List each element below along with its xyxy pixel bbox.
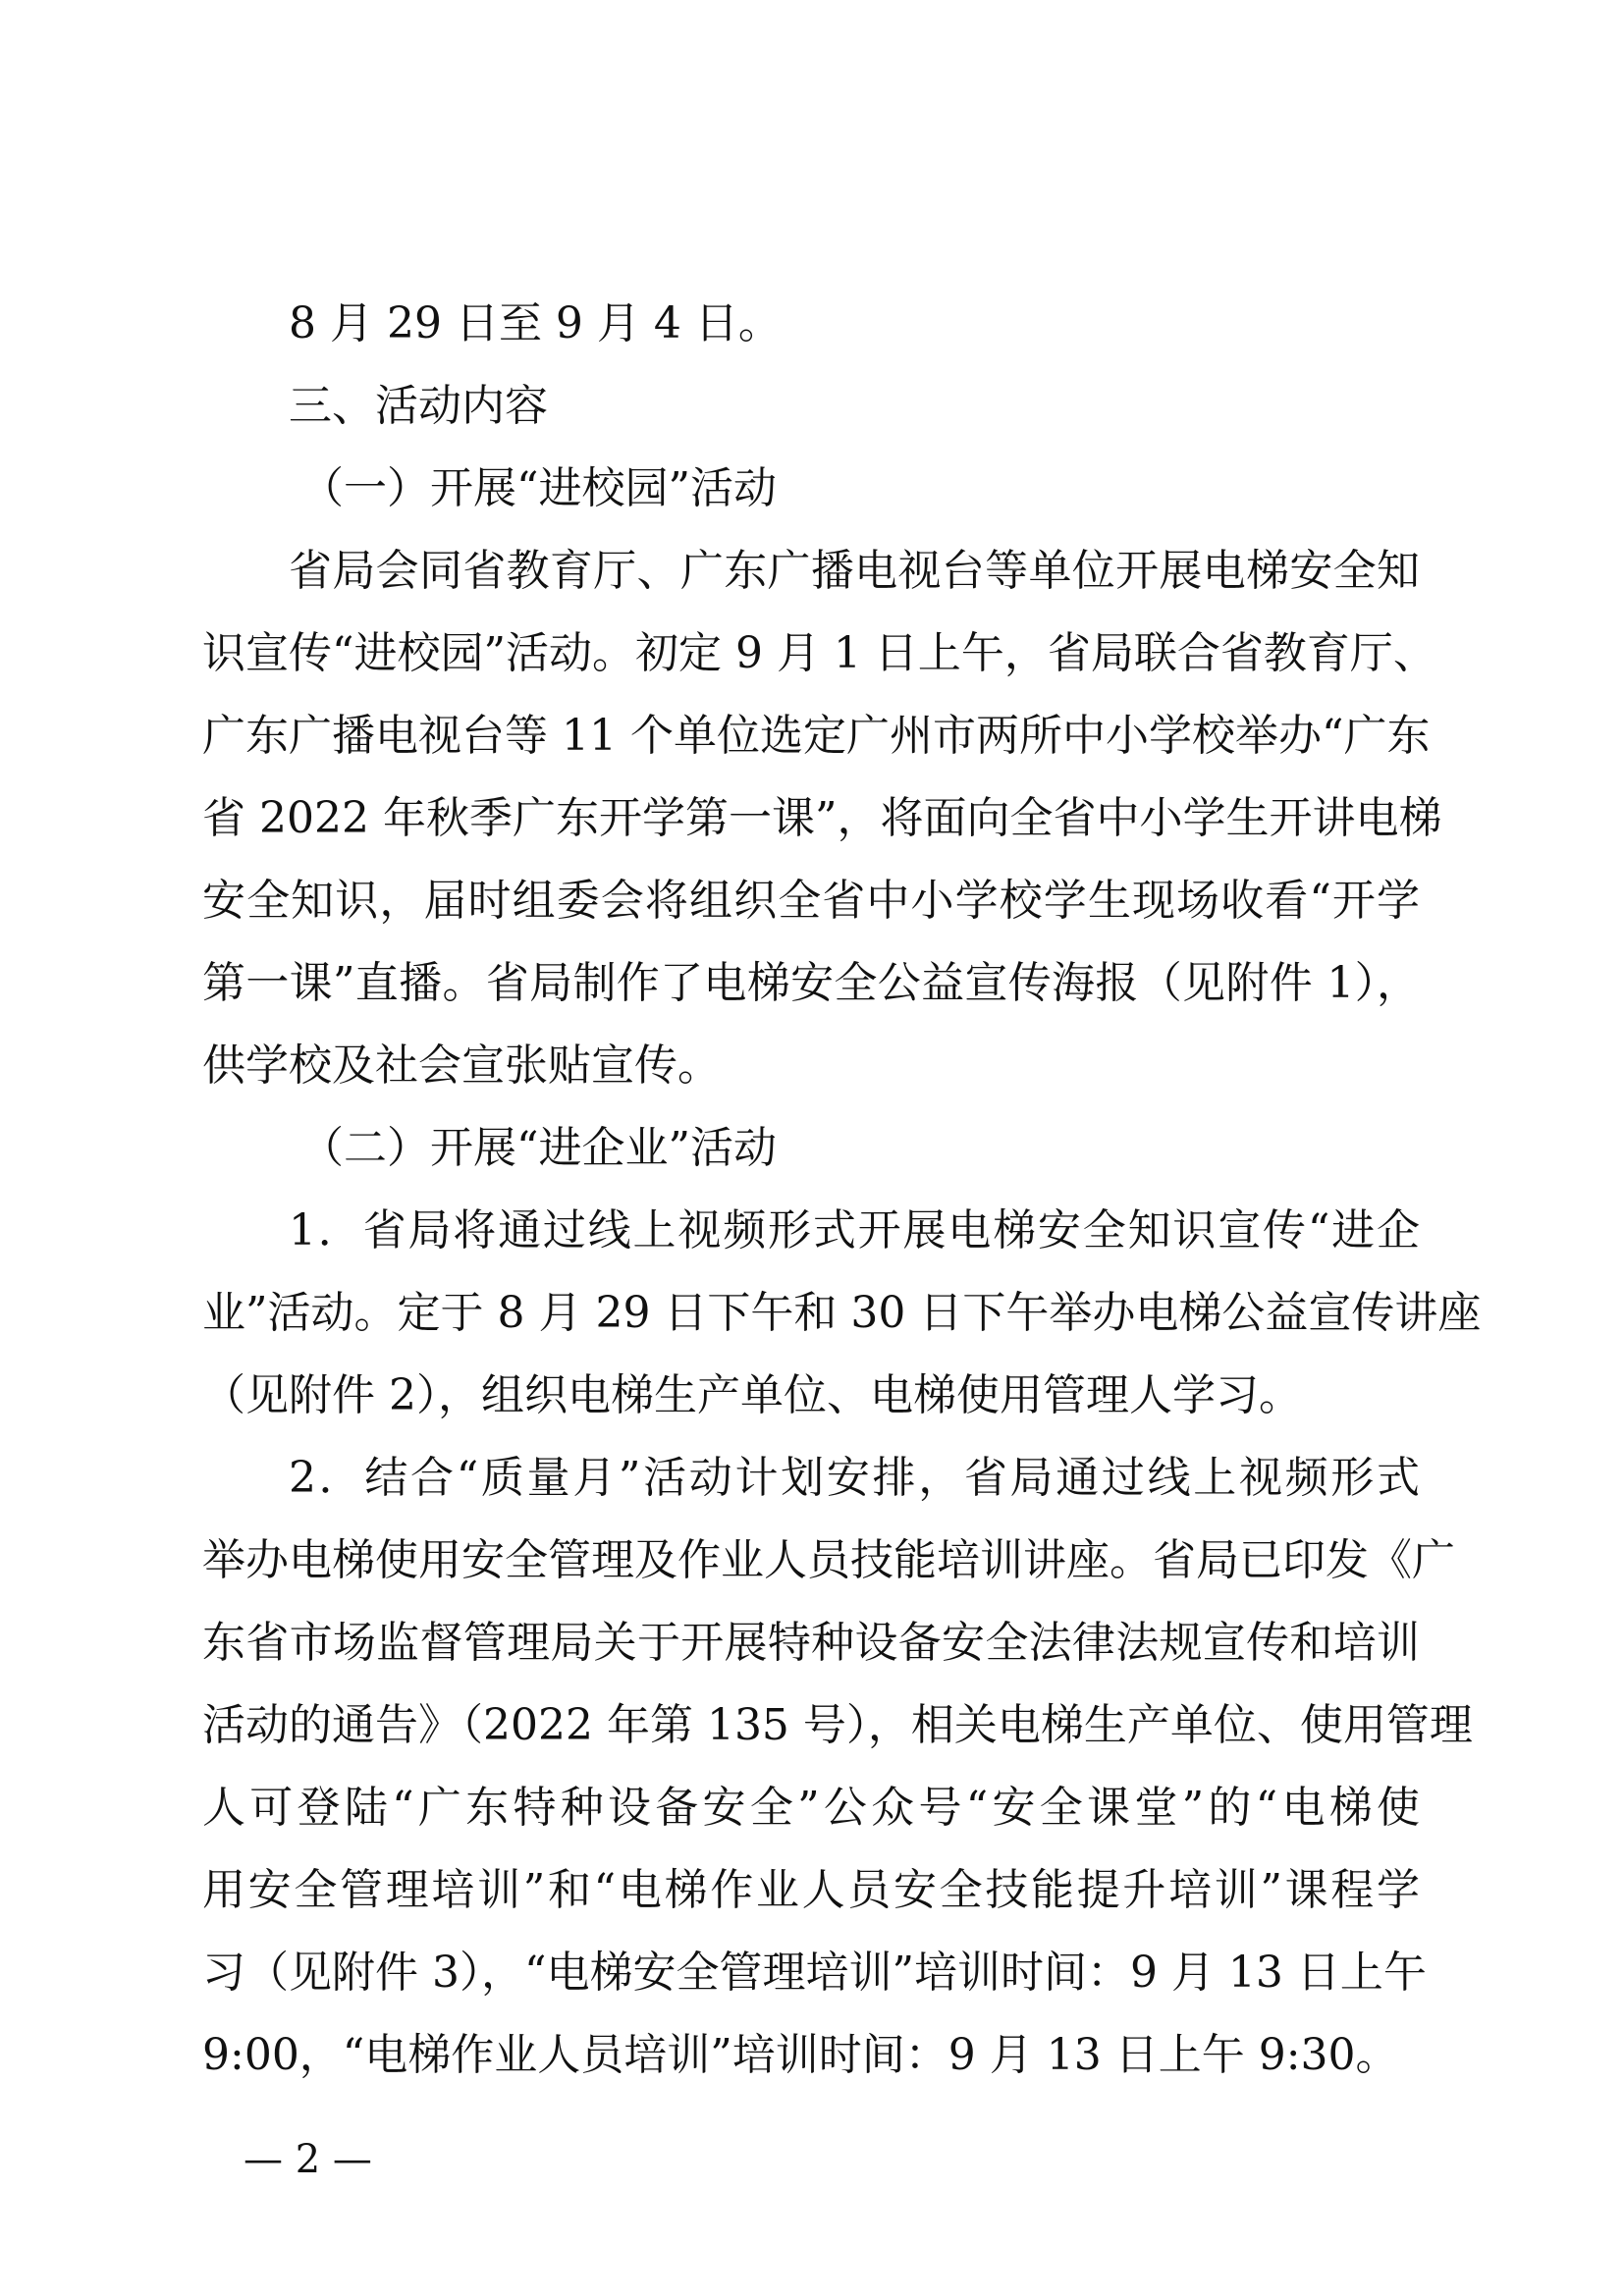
paragraph-line: 省 2022 年秋季广东开学第一课”，将面向全省中小学生开讲电梯 [202,793,1442,843]
paragraph-line: 省局会同省教育厅、广东广播电视台等单位开展电梯安全知 [289,546,1420,596]
paragraph-line: 安全知识，届时组委会将组织全省中小学校学生现场收看“开学 [202,876,1420,926]
paragraph-line: 习（见附件 3），“电梯安全管理培训”培训时间：9 月 13 日上午 [202,1948,1427,1998]
paragraph-line: 业”活动。定于 8 月 29 日下午和 30 日下午举办电梯公益宣传讲座 [202,1288,1482,1338]
paragraph-line: （见附件 2），组织电梯生产单位、电梯使用管理人学习。 [202,1370,1302,1420]
paragraph-line: 举办电梯使用安全管理及作业人员技能培训讲座。省局已印发《广 [202,1535,1455,1585]
paragraph-line: 活动的通告》（2022 年第 135 号），相关电梯生产单位、使用管理 [202,1700,1473,1750]
paragraph-line: 2．结合“质量月”活动计划安排，省局通过线上视频形式 [289,1453,1420,1503]
subheading-enterprise-activity: （二）开展“进企业”活动 [300,1123,777,1173]
paragraph-line: 用安全管理培训”和“电梯作业人员安全技能提升培训”课程学 [202,1865,1420,1915]
paragraph-line: 广东广播电视台等 11 个单位选定广州市两所中小学校举办“广东 [202,711,1431,761]
section-heading-activity-content: 三、活动内容 [289,381,548,431]
paragraph-line: 9:00，“电梯作业人员培训”培训时间：9 月 13 日上午 9:30。 [202,2030,1399,2080]
subheading-school-activity: （一）开展“进校园”活动 [300,463,777,513]
paragraph-date-range: 8 月 29 日至 9 月 4 日。 [289,298,782,348]
page-number: — 2 — [244,2137,372,2182]
paragraph-line: 第一课”直播。省局制作了电梯安全公益宣传海报（见附件 1）， [202,958,1420,1008]
paragraph-line: 1．省局将通过线上视频形式开展电梯安全知识宣传“进企 [289,1205,1420,1255]
paragraph-line: 识宣传“进校园”活动。初定 9 月 1 日上午，省局联合省教育厅、 [202,628,1436,678]
paragraph-line: 东省市场监督管理局关于开展特种设备安全法律法规宣传和培训 [202,1618,1420,1668]
paragraph-line: 供学校及社会宣张贴宣传。 [202,1041,721,1091]
paragraph-line: 人可登陆“广东特种设备安全”公众号“安全课堂”的“电梯使 [202,1783,1420,1833]
